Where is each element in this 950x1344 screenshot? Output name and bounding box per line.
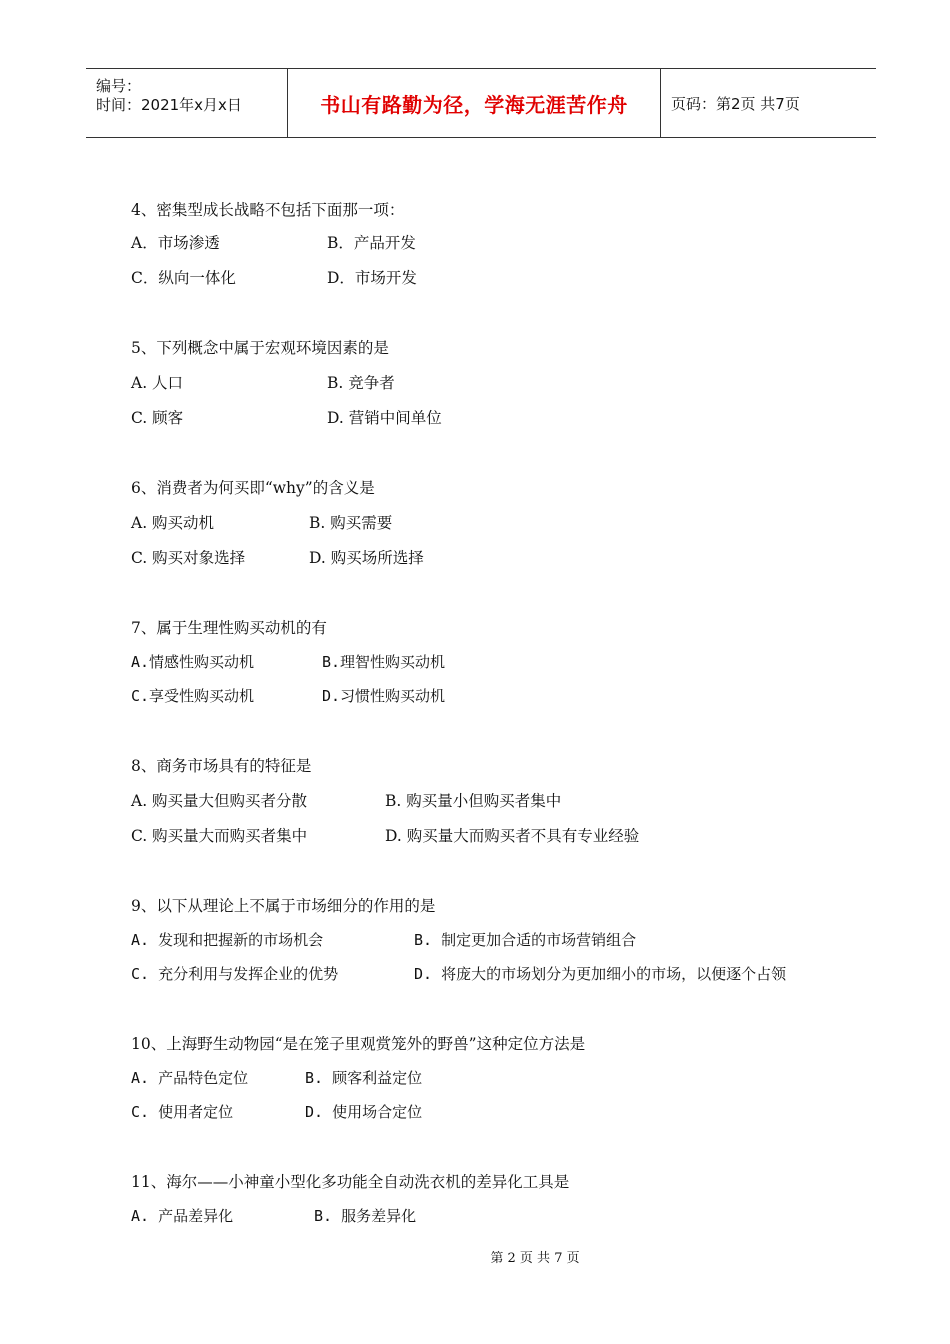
option-4a: A．市场渗透 [131,234,220,252]
option-10d: D. 使用场合定位 [305,1103,423,1121]
option-10b: B. 顾客利益定位 [305,1069,423,1087]
option-8d: D. 购买量大而购买者不具有专业经验 [385,827,640,845]
page-header [86,68,876,138]
option-6d: D. 购买场所选择 [309,549,424,567]
question-8: 8、商务市场具有的特征是 [131,757,312,775]
option-6a: A. 购买动机 [131,514,215,532]
option-8c: C. 购买量大而购买者集中 [131,827,308,845]
option-5c: C. 顾客 [131,409,184,427]
question-7: 7、属于生理性购买动机的有 [131,619,327,637]
page-footer: 第 2 页 共 7 页 [490,1251,580,1266]
option-8b: B. 购买量小但购买者集中 [385,792,562,810]
question-10: 10、上海野生动物园“是在笼子里观赏笼外的野兽”这种定位方法是 [131,1035,586,1053]
question-4: 4、密集型成长战略不包括下面那一项： [131,201,405,219]
question-5: 5、下列概念中属于宏观环境因素的是 [131,339,389,357]
question-9: 9、以下从理论上不属于市场细分的作用的是 [131,897,436,915]
option-8a: A. 购买量大但购买者分散 [131,792,308,810]
option-10c: C. 使用者定位 [131,1103,234,1121]
option-5b: B. 竞争者 [327,374,395,392]
option-7c: C.享受性购买动机 [131,687,255,705]
header-motto [288,69,661,137]
time-label: 时间：2021年x月x日 [96,96,242,114]
question-11: 11、海尔——小神童小型化多功能全自动洗衣机的差异化工具是 [131,1173,570,1191]
option-9a: A. 发现和把握新的市场机会 [131,931,324,949]
option-11b: B. 服务差异化 [314,1207,417,1225]
option-9b: B. 制定更加合适的市场营销组合 [414,931,637,949]
option-4d: D．市场开发 [327,269,417,287]
motto-text: 书山有路勤为径，学海无涯苦作舟 [320,92,628,117]
code-label: 编号： [96,77,142,95]
option-4b: B．产品开发 [327,234,416,252]
header-meta [86,69,288,137]
question-6: 6、消费者为何买即“why”的含义是 [131,479,375,497]
option-7d: D.习惯性购买动机 [322,687,446,705]
option-9c: C. 充分利用与发挥企业的优势 [131,965,339,983]
option-9d: D. 将庞大的市场划分为更加细小的市场，以便逐个占领 [414,965,787,983]
page-label: 页码：第2页 共7页 [671,94,800,113]
option-6b: B. 购买需要 [309,514,393,532]
option-7b: B.理智性购买动机 [322,653,446,671]
option-5d: D. 营销中间单位 [327,409,442,427]
option-5a: A. 人口 [131,374,184,392]
option-7a: A.情感性购买动机 [131,653,255,671]
option-10a: A. 产品特色定位 [131,1069,249,1087]
option-11a: A. 产品差异化 [131,1207,234,1225]
option-4c: C．纵向一体化 [131,269,236,287]
option-6c: C. 购买对象选择 [131,549,246,567]
